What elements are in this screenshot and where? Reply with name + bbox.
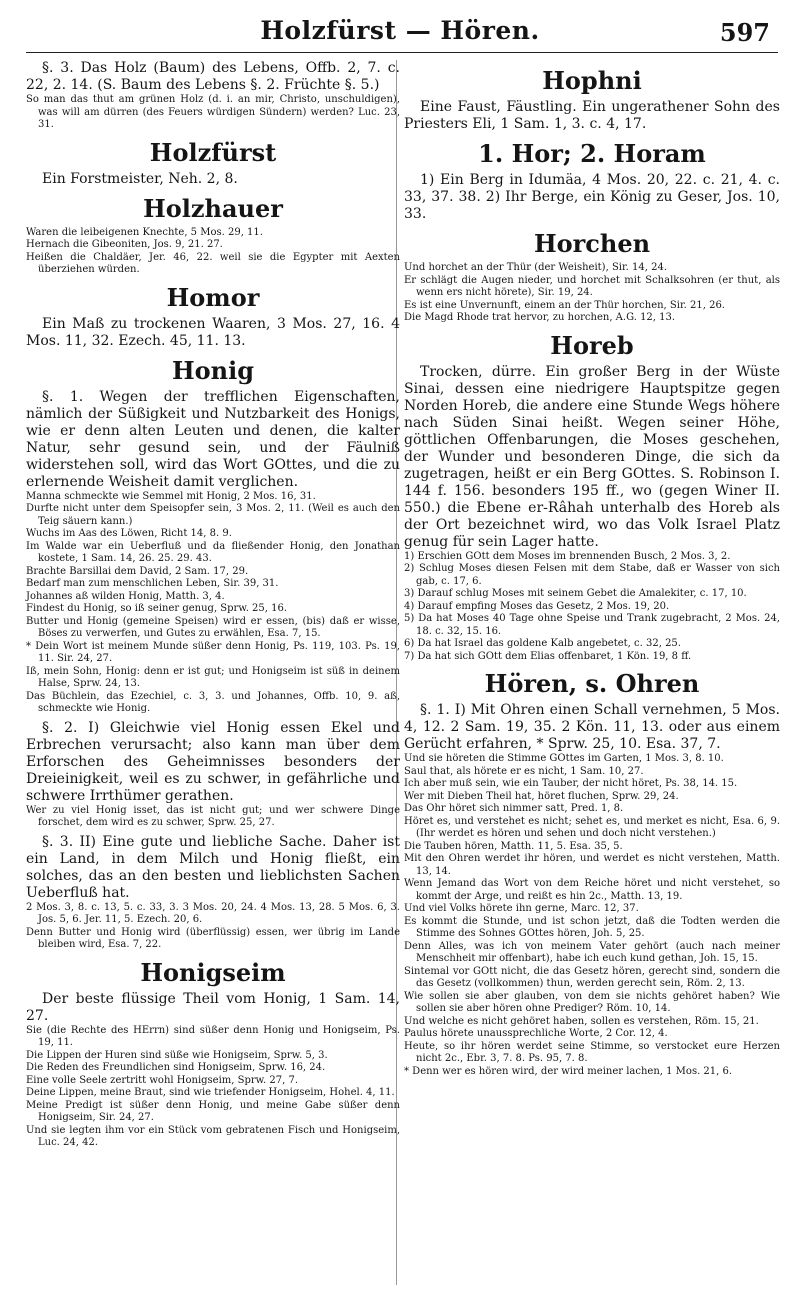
citation-line: Denn Alles, was ich von meinem Vater gehört (auch nach meiner Menschheit mir offenbart), habe ich euch kund gethan, Joh. 15, 15.: [404, 940, 780, 964]
definition-paragraph: 1) Ein Berg in Idumäa, 4 Mos. 20, 22. c. 21, 4. c. 33, 37. 38. 2) Ihr Berge, ein König zu Geser, Jos. 10, 33.: [404, 172, 780, 222]
entry-headword: Horchen: [533, 229, 651, 258]
citation-line: 6) Da hat Israel das goldene Kalb angebetet, c. 32, 25.: [404, 638, 681, 649]
dictionary-entry: [404, 68, 780, 133]
citation-line: Meine Predigt ist süßer denn Honig, und meine Gabe süßer denn Honigseim, Sir. 24, 27.: [26, 1099, 400, 1123]
citation-line: Und welche es nicht gehöret haben, sollen es verstehen, Röm. 15, 21.: [404, 1015, 759, 1027]
header-rule: [26, 52, 778, 53]
definition-paragraph: §. 2. I) Gleichwie viel Honig essen Ekel und Erbrechen verursacht; also kann man über dem Erforschen des Geheimnisses besonders der Dreieinigkeit, weil es zu schwer, in gefährliche und schwere Irrthümer gerathen.: [26, 719, 400, 804]
running-title: Holzfürst — Hören.: [260, 16, 540, 45]
citation-line: Die Tauben hören, Matth. 11, 5. Esa. 35, 5.: [404, 840, 623, 852]
citation-line: Und horchet an der Thür (der Weisheit), Sir. 14, 24.: [404, 262, 668, 273]
definition-paragraph: §. 3. Das Holz (Baum) des Lebens, Offb. 2, 7. c. 22, 2. 14. (S. Baum des Lebens §. 2. Früchte §. 5.): [26, 60, 400, 93]
dictionary-entry: [404, 330, 780, 664]
dictionary-entry: [26, 957, 400, 1150]
citation-line: Findest du Honig, so iß seiner genug, Sprw. 25, 16.: [26, 603, 288, 614]
citation-line: Die Magd Rhode trat hervor, zu horchen, A.G. 12, 13.: [404, 312, 676, 323]
dictionary-entry: [26, 193, 400, 277]
citation-line: Denn Butter und Honig wird (überflüssig) essen, wer übrig im Lande bleiben wird, Esa. 7, 22.: [26, 926, 400, 950]
citation-line: Iß, mein Sohn, Honig: denn er ist gut; und Honigseim ist süß in deinem Halse, Sprw. 24, 13.: [26, 665, 400, 689]
dictionary-entry: [26, 282, 400, 350]
page-header: [0, 14, 800, 54]
citation-line: Brachte Barsillai dem David, 2 Sam. 17, 29.: [26, 565, 249, 577]
citation-line: Mit den Ohren werdet ihr hören, und werdet es nicht verstehen, Matth. 13, 14.: [404, 853, 780, 877]
entry-headword: Holzfürst: [149, 137, 277, 167]
citation-line: Hernach die Gibeoniten, Jos. 9, 21. 27.: [26, 239, 223, 250]
citation-line: Heute, so ihr hören werdet seine Stimme, so verstocket eure Herzen nicht 2c., Ebr. 3, 7. 8. Ps. 95, 7. 8.: [404, 1040, 780, 1064]
dictionary-entry: [26, 137, 400, 188]
dictionary-entry: [26, 60, 400, 132]
citation-line: 5) Da hat Moses 40 Tage ohne Speise und Trank zugebracht, 2 Mos. 24, 18. c. 32, 15. 16.: [404, 613, 780, 637]
citation-line: So man das thut am grünen Holz (d. i. an mir, Christo, unschuldigen), was will am dürren (des Feuers würdigen Sündern) werden? Luc. 23, 31.: [26, 94, 400, 130]
citation-line: 2) Schlug Moses diesen Felsen mit dem Stabe, daß er Wasser von sich gab, c. 17, 6.: [404, 563, 780, 587]
right-column: [404, 60, 780, 1078]
citation-line: Die Lippen der Huren sind süße wie Honigseim, Sprw. 5, 3.: [26, 1049, 328, 1061]
entry-headword: Homor: [166, 282, 260, 312]
citation-line: 7) Da hat sich GOtt dem Elias offenbaret, 1 Kön. 19, 8 ff.: [404, 650, 692, 662]
citation-line: Bedarf man zum menschlichen Leben, Sir. 39, 31.: [26, 578, 279, 589]
citation-line: Heißen die Chaldäer, Jer. 46, 22. weil sie die Egypter mit Aexten überziehen würden.: [26, 251, 400, 275]
definition-paragraph: Eine Faust, Fäustling. Ein ungerathener Sohn des Priesters Eli, 1 Sam. 1, 3. c. 4, 17.: [404, 99, 780, 132]
citation-line: Das Ohr höret sich nimmer satt, Pred. 1, 8.: [404, 803, 624, 814]
citation-line: Es kommt die Stunde, und ist schon jetzt, daß die Todten werden die Stimme des Sohnes GOttes hören, Joh. 5, 25.: [404, 915, 780, 939]
dictionary-entry: [26, 355, 400, 952]
citation-line: Manna schmeckte wie Semmel mit Honig, 2 Mos. 16, 31.: [26, 490, 316, 502]
citation-line: Und sie legten ihm vor ein Stück vom gebratenen Fisch und Honigseim, Luc. 24, 42.: [26, 1124, 400, 1148]
citation-line: 2 Mos. 3, 8. c. 13, 5. c. 33, 3. 3 Mos. 20, 24. 4 Mos. 13, 28. 5 Mos. 6, 3. Jos. 5, 6. Jer. 11, 5. Ezech. 20, 6.: [26, 901, 400, 925]
citation-line: Und viel Volks hörete ihn gerne, Marc. 12, 37.: [404, 903, 639, 914]
citation-line: * Dein Wort ist meinem Munde süßer denn Honig, Ps. 119, 103. Ps. 19, 11. Sir. 24, 27.: [26, 640, 400, 664]
definition-paragraph: Der beste flüssige Theil vom Honig, 1 Sam. 14, 27.: [26, 990, 400, 1024]
entry-headword: 1. Hor; 2. Horam: [478, 139, 706, 168]
dictionary-entry: [404, 231, 780, 325]
entry-headword: Holzhauer: [143, 193, 283, 223]
citation-line: Johannes aß wilden Honig, Matth. 3, 4.: [26, 590, 225, 602]
citation-line: 4) Darauf empfing Moses das Gesetz, 2 Mos. 19, 20.: [404, 600, 670, 612]
citation-line: Und sie höreten die Stimme GOttes im Garten, 1 Mos. 3, 8. 10.: [404, 753, 724, 764]
entry-headword: Horeb: [550, 330, 634, 360]
dictionary-entry: [404, 141, 780, 223]
citation-line: Höret es, und verstehet es nicht; sehet es, und merket es nicht, Esa. 6, 9. (Ihr werdet es hören und sehen und doch nicht verstehen.): [404, 815, 780, 839]
citation-line: Paulus hörete unaussprechliche Worte, 2 Cor. 12, 4.: [404, 1028, 668, 1039]
citation-line: 1) Erschien GOtt dem Moses im brennenden Busch, 2 Mos. 3, 2.: [404, 550, 731, 562]
citation-line: Wer mit Dieben Theil hat, höret fluchen, Sprw. 29, 24.: [404, 790, 679, 802]
citation-line: Er schlägt die Augen nieder, und horchet mit Schalksohren (er thut, als wenn ers nicht hörete), Sir. 19, 24.: [404, 274, 780, 298]
citation-line: Butter und Honig (gemeine Speisen) wird er essen, (bis) daß er wisse, Böses zu verwerfen, und Gutes zu erwählen, Esa. 7, 15.: [26, 615, 400, 639]
left-column: [26, 60, 400, 1150]
citation-line: Deine Lippen, meine Braut, sind wie triefender Honigseim, Hohel. 4, 11.: [26, 1087, 395, 1098]
citation-line: Wenn Jemand das Wort von dem Reiche höret und nicht verstehet, so kommt der Arge, und reißt es hin 2c., Matth. 13, 19.: [404, 878, 780, 902]
entry-headword: Honigseim: [140, 957, 286, 987]
citation-line: Ich aber muß sein, wie ein Tauber, der nicht höret, Ps. 38, 14. 15.: [404, 778, 738, 789]
definition-paragraph: §. 1. Wegen der trefflichen Eigenschaften, nämlich der Süßigkeit und Nutzbarkeit des Honigs, wie er denn alten Leuten und denen, die kalter Natur, sehr gesund sein, und der Fäulniß widerstehen soll, wird das Wort GOttes, und die zu erlernende Weisheit damit verglichen.: [26, 388, 400, 490]
definition-paragraph: §. 1. I) Mit Ohren einen Schall vernehmen, 5 Mos. 4, 12. 2 Sam. 19, 35. 2 Kön. 11, 13. oder aus einem Gerücht erfahren, * Sprw. 25, 10. Esa. 37, 7.: [404, 702, 780, 752]
citation-line: Sintemal vor GOtt nicht, die das Gesetz hören, gerecht sind, sondern die das Gesetz (vollkommen) thun, werden gerecht sein, Röm. 2, 13.: [404, 965, 780, 989]
citation-line: Wer zu viel Honig isset, das ist nicht gut; und wer schwere Dinge forschet, dem wird es zu schwer, Sprw. 25, 27.: [26, 804, 400, 828]
citation-line: Sie (die Rechte des HErrn) sind süßer denn Honig und Honigseim, Ps. 19, 11.: [26, 1024, 400, 1048]
entry-headword: Hophni: [542, 66, 642, 95]
definition-paragraph: §. 3. II) Eine gute und liebliche Sache. Daher ist ein Land, in dem Milch und Honig fließt, ein solches, das an den besten und lieblichsten Sachen Ueberfluß hat.: [26, 833, 400, 901]
citation-line: 3) Darauf schlug Moses mit seinem Gebet die Amalekiter, c. 17, 10.: [404, 588, 747, 599]
entry-headword: Hören, s. Ohren: [484, 669, 700, 698]
page-number: 597: [719, 18, 770, 47]
definition-paragraph: Trocken, dürre. Ein großer Berg in der Wüste Sinai, dessen eine niedrigere Hauptspitze gegen Norden Horeb, die andere eine Stunde Wegs höhere nach Süden Sinai heißt. Wegen seiner Höhe, göttlichen Offenbarungen, die Moses geschehen, der Wunder und besonderen Dinge, die sich da zugetragen, heißt er ein Berg GOttes. S. Robinson I. 144 f. 156. besonders 195 ff., wo (gegen Winer II. 550.) die Ebene er-Râhah unterhalb des Horeb als der Ort bezeichnet wird, wo das Volk Israel Platz genug für sein Lager hatte.: [404, 363, 780, 550]
definition-paragraph: Ein Maß zu trockenen Waaren, 3 Mos. 27, 16. 4 Mos. 11, 32. Ezech. 45, 11. 13.: [26, 315, 400, 349]
citation-line: Wie sollen sie aber glauben, von dem sie nichts gehöret haben? Wie sollen sie aber hören ohne Prediger? Röm. 10, 14.: [404, 990, 780, 1014]
citation-line: Waren die leibeigenen Knechte, 5 Mos. 29, 11.: [26, 226, 263, 238]
entry-headword: Honig: [171, 355, 255, 385]
citation-line: Wuchs im Aas des Löwen, Richt 14, 8. 9.: [26, 528, 232, 539]
citation-line: Das Büchlein, das Ezechiel, c. 3, 3. und Johannes, Offb. 10, 9. aß, schmeckte wie Honig.: [26, 690, 400, 714]
citation-line: Im Walde war ein Ueberfluß und da fließender Honig, den Jonathan kostete, 1 Sam. 14, 26. 25. 29. 43.: [26, 540, 400, 564]
definition-paragraph: Ein Forstmeister, Neh. 2, 8.: [42, 170, 238, 187]
citation-line: Durfte nicht unter dem Speisopfer sein, 3 Mos. 2, 11. (Weil es auch den Teig säuern kann.): [26, 503, 400, 527]
citation-line: Die Reden des Freundlichen sind Honigseim, Sprw. 16, 24.: [26, 1062, 326, 1073]
citation-line: Es ist eine Unvernunft, einem an der Thür horchen, Sir. 21, 26.: [404, 299, 725, 311]
citation-line: Eine volle Seele zertritt wohl Honigseim, Sprw. 27, 7.: [26, 1074, 299, 1086]
dictionary-entry: [404, 671, 780, 1078]
citation-line: Saul that, als hörete er es nicht, 1 Sam. 10, 27.: [404, 765, 644, 777]
citation-line: * Denn wer es hören wird, der wird meiner lachen, 1 Mos. 21, 6.: [404, 1065, 733, 1077]
